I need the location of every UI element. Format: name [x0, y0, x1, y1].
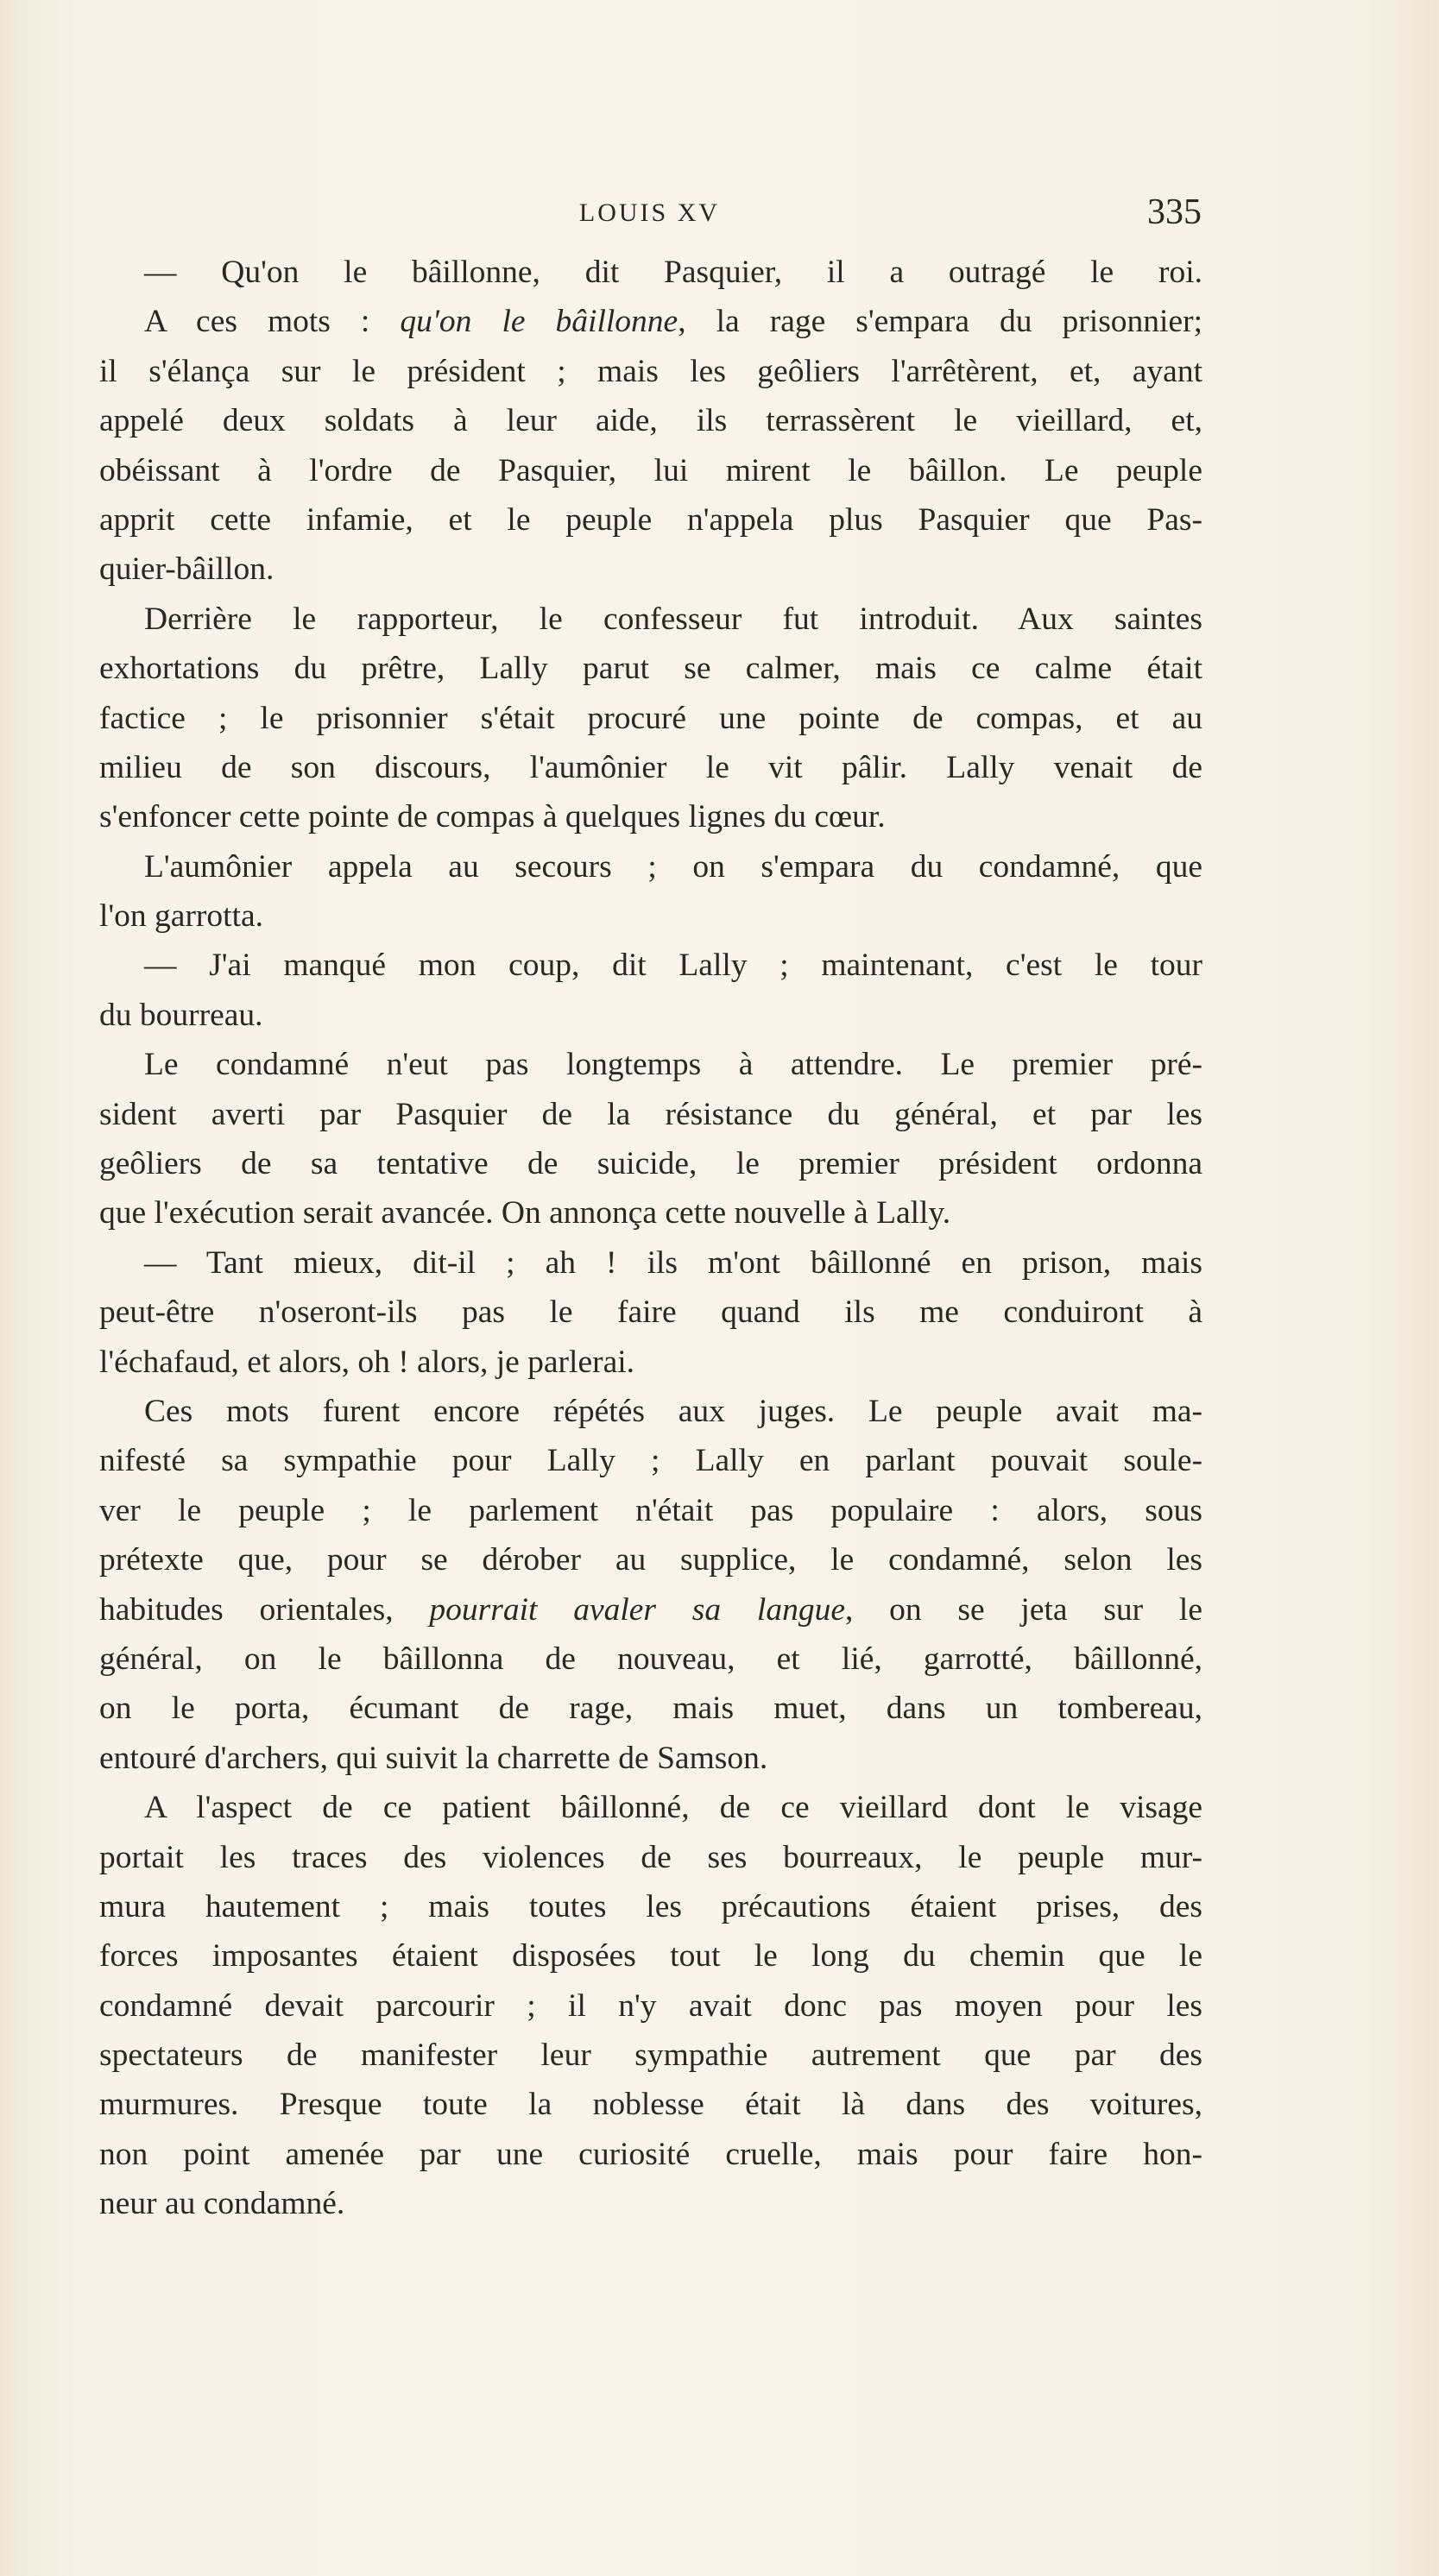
text-line: sident averti par Pasquier de la résistance du général, et par les [99, 1096, 1202, 1132]
text-line: portait les traces des violences de ses bourreaux, le peuple mur- [99, 1839, 1202, 1875]
text-line: forces imposantes étaient disposées tout le long du chemin que le [99, 1938, 1202, 1975]
text-line: s'enfoncer cette pointe de compas à quelques lignes du cœur. [99, 799, 886, 835]
text-line: mura hautement ; mais toutes les précautions étaient prises, des [99, 1888, 1202, 1924]
text-line: milieu de son discours, l'aumônier le vit pâlir. Lally venait de [99, 749, 1202, 785]
text-line: obéissant à l'ordre de Pasquier, lui mirent le bâillon. Le peuple [99, 452, 1202, 488]
text-line: Ces mots furent encore répétés aux juges. Le peuple avait ma- [144, 1393, 1202, 1429]
italic-quote: qu'on le bâillonne [400, 304, 678, 340]
text-line: condamné devait parcourir ; il n'y avait donc pas moyen pour les [99, 1987, 1202, 2024]
text-line: A l'aspect de ce patient bâillonné, de ce vieillard dont le visage [144, 1790, 1202, 1826]
text-line: on le porta, écumant de rage, mais muet, dans un tombereau, [99, 1691, 1202, 1727]
running-title: LOUIS XV [578, 198, 721, 227]
text-line: ver le peuple ; le parlement n'était pas populaire : alors, sous [99, 1492, 1202, 1528]
text-line: entouré d'archers, qui suivit la charrette de Samson. [99, 1740, 768, 1776]
page-number: 335 [1147, 192, 1202, 232]
text-line: non point amenée par une curiosité cruelle, mais pour faire hon- [99, 2136, 1202, 2172]
text-line: murmures. Presque toute la noblesse était là dans des voitures, [99, 2087, 1202, 2123]
text-line: geôliers de sa tentative de suicide, le premier président ordonna [99, 1146, 1202, 1182]
text-line: prétexte que, pour se dérober au supplice, le condamné, selon les [99, 1542, 1202, 1578]
text-line: apprit cette infamie, et le peuple n'appela plus Pasquier que Pas- [99, 501, 1202, 538]
text-line: peut-être n'oseront-ils pas le faire quand ils me conduiront à [99, 1294, 1202, 1331]
text-line: exhortations du prêtre, Lally parut se calmer, mais ce calme était [99, 651, 1202, 687]
text-line: il s'élança sur le président ; mais les geôliers l'arrêtèrent, et, ayant [99, 353, 1202, 389]
text-line: quier-bâillon. [99, 551, 275, 588]
text-line: Derrière le rapporteur, le confesseur fut introduit. Aux saintes [144, 601, 1202, 637]
text-line: Le condamné n'eut pas longtemps à attendre. Le premier pré- [144, 1047, 1202, 1083]
text-line: que l'exécution serait avancée. On annonça cette nouvelle à Lally. [99, 1195, 951, 1231]
text-line: L'aumônier appela au secours ; on s'empara du condamné, que [144, 848, 1202, 885]
text-line: A ces mots : qu'on le bâillonne, la rage s'empara du prisonnier; [144, 304, 1203, 340]
body-text [99, 248, 1202, 2229]
text-line: nifesté sa sympathie pour Lally ; Lally en parlant pouvait soule- [99, 1443, 1202, 1479]
text-line: appelé deux soldats à leur aide, ils terrassèrent le vieillard, et, [99, 403, 1202, 439]
text-line: neur au condamné. [99, 2186, 345, 2222]
text-line: l'échafaud, et alors, oh ! alors, je parlerai. [99, 1344, 635, 1380]
text-line: — J'ai manqué mon coup, dit Lally ; maintenant, c'est le tour [144, 948, 1202, 984]
page-header [99, 192, 1200, 243]
text-line: — Tant mieux, dit-il ; ah ! ils m'ont bâillonné en prison, mais [144, 1244, 1202, 1281]
text-line: général, on le bâillonna de nouveau, et lié, garrotté, bâillonné, [99, 1641, 1202, 1677]
text-line: spectateurs de manifester leur sympathie autrement que par des [99, 2037, 1202, 2074]
text-line: — Qu'on le bâillonne, dit Pasquier, il a outragé le roi. [144, 255, 1202, 290]
text-line: du bourreau. [99, 997, 263, 1033]
text-line: factice ; le prisonnier s'était procuré une pointe de compas, et au [99, 700, 1202, 736]
italic-quote: pourrait avaler sa langue [429, 1591, 845, 1628]
text-line: habitudes orientales, pourrait avaler sa langue, on se jeta sur le [99, 1591, 1202, 1628]
text-line: l'on garrotta. [99, 898, 264, 935]
